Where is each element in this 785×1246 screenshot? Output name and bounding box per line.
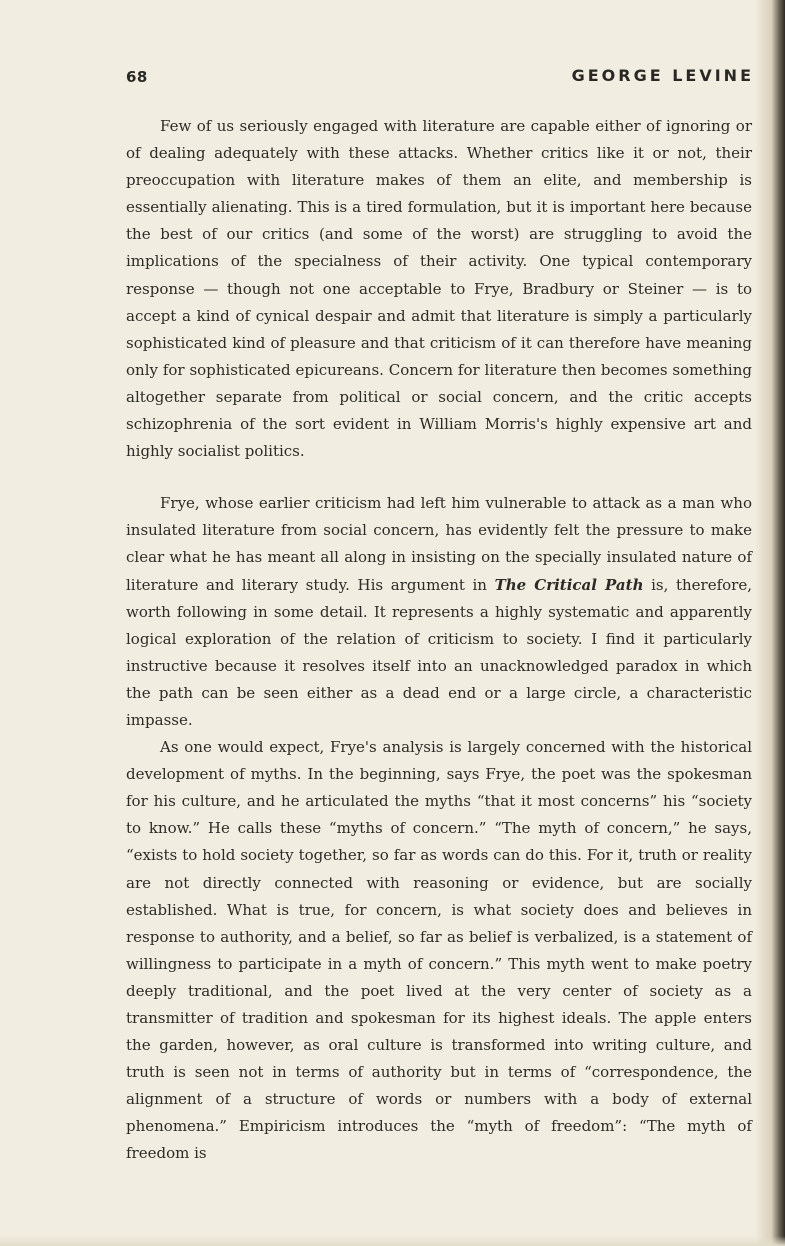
page-binding-edge [755,0,785,1246]
paragraph-2 [126,490,752,734]
body-text [126,113,752,1168]
page-bottom-shade [0,1236,785,1246]
paragraph-1: Few of us seriously engaged with literature are capable either of ignoring or of dealing adequately with these attacks. Whether critics like it or not, their preoccupation with literature makes of them an elite, and membership is essentially alienating. This is a tired formulation, but it is important here because the best of our critics (and some of the worst) are struggling to avoid the implications of the specialness of their activity. One typical contemporary response — though not one acceptable to Frye, Bradbury or Steiner — is to accept a kind of cynical despair and admit that literature is simply a particularly sophisticated kind of pleasure and that criticism of it can therefore have meaning only for sophisticated epicureans. Concern for literature then becomes something altogether separate from political or social concern, and the critic accepts schizophrenia of the sort evident in William Morris's highly expensive art and highly socialist politics. [126,117,752,461]
paragraph-3: As one would expect, Frye's analysis is largely concerned with the historical development of myths. In the beginning, says Frye, the poet was the spokesman for his culture, and he articulated the myths “that it most concerns” his “society to know.” He calls these “myths of concern.” “The myth of concern,” he says, “exists to hold society together, so far as words can do this. For it, truth or reality are not directly connected with reasoning or evidence, but are socially established. What is true, for concern, is what society does and believes in response to authority, and a belief, so far as belief is verbalized, is a statement of willingness to participate in a myth of concern.” This myth went to make poetry deeply traditional, and the poet lived at the very center of society as a transmitter of tradition and spokesman for its highest ideals. The apple enters the garden, however, as oral culture is transformed into writing culture, and truth is seen not in terms of authority but in terms of “correspondence, the alignment of a structure of words or numbers with a body of external phenomena.” Empiricism introduces the “myth of freedom”: “The myth of freedom is [126,738,752,1163]
running-head-author: GEORGE LEVINE [571,66,754,85]
paragraph-2-text-after: is, therefore, worth following in some detail. It represents a highly systematic and apparently logical exploration of the relation of criticism to society. I find it particularly instructive because it resolves itself into an unacknowledged paradox in which the path can be seen either as a dead end or a large circle, a characteristic impasse. [126,575,752,729]
page-number: 68 [126,68,148,86]
book-title: The Critical Path [494,575,644,594]
paragraph-2-text-before: Frye, whose earlier criticism had left him vulnerable to attack as a man who insulated literature from social concern, has evidently felt the pressure to make clear what he has meant all along in insisting on the specially insulated nature of literature and literary study. His argument in [126,494,752,594]
running-head [126,64,754,90]
